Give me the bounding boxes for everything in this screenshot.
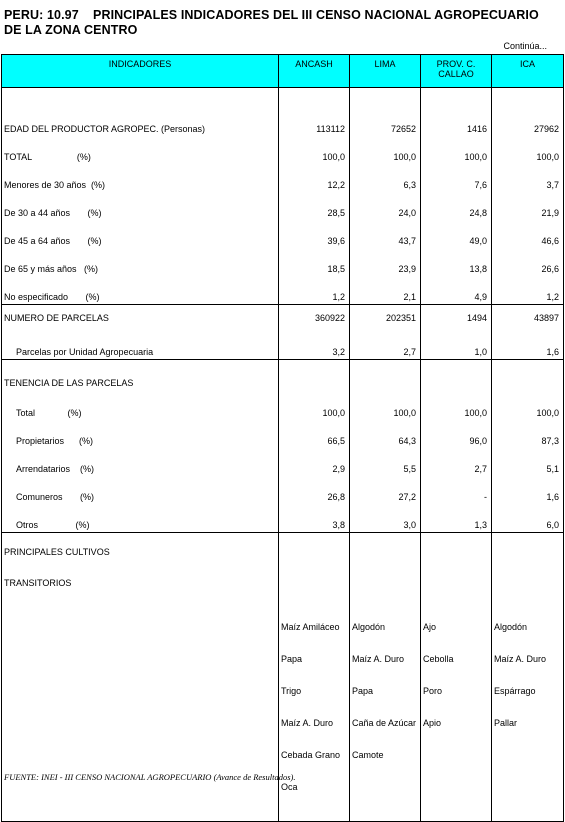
cell-ancash: 2,9: [279, 448, 350, 476]
crop-ica: [492, 739, 564, 771]
table-row: [2, 136, 564, 164]
crop-lima: Maíz A. Duro: [350, 643, 421, 675]
cell-ica: 1,2: [492, 276, 564, 305]
table-row: [2, 331, 564, 360]
cell-ancash: 100,0: [279, 136, 350, 164]
cell-lima: 2,1: [350, 276, 421, 305]
table-row: [2, 571, 564, 595]
row-label: No especificado (%): [2, 276, 279, 305]
cell-ica: 46,6: [492, 220, 564, 248]
cell-callao: 1,0: [421, 331, 492, 360]
crop-lima: Papa: [350, 675, 421, 707]
indicators-table: [1, 54, 564, 822]
cell-ancash: 3,8: [279, 504, 350, 533]
crop-callao: [421, 739, 492, 771]
crop-row: [2, 707, 564, 739]
table-row: [2, 108, 564, 136]
header-ancash: ANCASH: [279, 55, 350, 88]
cell-callao: 24,8: [421, 192, 492, 220]
cell-ica: 3,7: [492, 164, 564, 192]
cell-ica: 43897: [492, 305, 564, 332]
cell-ancash: 100,0: [279, 392, 350, 420]
header-callao-line-1: PROV. C.: [436, 59, 476, 69]
crop-lima: [350, 771, 421, 803]
crop-lima: Camote: [350, 739, 421, 771]
row-label: TOTAL (%): [2, 136, 279, 164]
cell-callao: 100,0: [421, 136, 492, 164]
cell-lima: 3,0: [350, 504, 421, 533]
header-callao-line-2: CALLAO: [438, 69, 474, 79]
crop-callao: Poro: [421, 675, 492, 707]
cell-lima: 27,2: [350, 476, 421, 504]
crop-row: [2, 739, 564, 771]
crop-lima: Caña de Azúcar: [350, 707, 421, 739]
table-row: [2, 305, 564, 332]
row-label: Comuneros (%): [2, 476, 279, 504]
cell-ancash: 12,2: [279, 164, 350, 192]
crop-ica: Espárrago: [492, 675, 564, 707]
table-row: [2, 360, 564, 392]
cell-ancash: 66,5: [279, 420, 350, 448]
table-row: [2, 392, 564, 420]
title-line-2: DE LA ZONA CENTRO: [4, 23, 138, 37]
cell-ica: 27962: [492, 108, 564, 136]
crop-ica: Algodón: [492, 611, 564, 643]
cell-ancash: 113112: [279, 108, 350, 136]
crop-callao: Ajo: [421, 611, 492, 643]
cell-lima: 100,0: [350, 136, 421, 164]
cell-lima: 23,9: [350, 248, 421, 276]
cell-lima: 2,7: [350, 331, 421, 360]
cell-ica: 100,0: [492, 136, 564, 164]
row-label: De 65 y más años (%): [2, 248, 279, 276]
crop-ica: Pallar: [492, 707, 564, 739]
table-row: [2, 276, 564, 305]
table-row: [2, 164, 564, 192]
header-ica: ICA: [492, 55, 564, 88]
row-label: Total (%): [2, 392, 279, 420]
row-label: EDAD DEL PRODUCTOR AGROPEC. (Personas): [2, 108, 279, 136]
crop-ica: [492, 771, 564, 803]
cell-callao: 1416: [421, 108, 492, 136]
crop-ancash: Cebada Grano: [279, 739, 350, 771]
row-label: PRINCIPALES CULTIVOS: [2, 532, 279, 571]
page-title: [4, 8, 560, 38]
cell-callao: -: [421, 476, 492, 504]
cell-ancash: 360922: [279, 305, 350, 332]
cell-lima: 5,5: [350, 448, 421, 476]
cell-lima: 24,0: [350, 192, 421, 220]
row-label: TRANSITORIOS: [2, 571, 279, 595]
title-line-1: PERU: 10.97 PRINCIPALES INDICADORES DEL III CENSO NACIONAL AGROPECUARIO: [4, 8, 539, 22]
crop-ancash: Trigo: [279, 675, 350, 707]
cell-callao: 1494: [421, 305, 492, 332]
cell-lima: 43,7: [350, 220, 421, 248]
table-row: [2, 476, 564, 504]
cell-ancash: 1,2: [279, 276, 350, 305]
cell-ica: 26,6: [492, 248, 564, 276]
table-row: [2, 420, 564, 448]
header-callao: [421, 55, 492, 88]
row-label: Menores de 30 años (%): [2, 164, 279, 192]
cell-callao: 100,0: [421, 392, 492, 420]
crop-callao: Cebolla: [421, 643, 492, 675]
row-label: TENENCIA DE LAS PARCELAS: [2, 360, 279, 392]
crop-lima: Algodón: [350, 611, 421, 643]
cell-ica: 6,0: [492, 504, 564, 533]
crop-ancash: Papa: [279, 643, 350, 675]
cell-callao: 7,6: [421, 164, 492, 192]
cell-callao: 1,3: [421, 504, 492, 533]
crop-row: [2, 675, 564, 707]
table-row: [2, 532, 564, 571]
row-label: Parcelas por Unidad Agropecuaria: [2, 331, 279, 360]
cell-ica: 87,3: [492, 420, 564, 448]
cell-ancash: 39,6: [279, 220, 350, 248]
cell-lima: 64,3: [350, 420, 421, 448]
table-row: [2, 448, 564, 476]
crop-row: [2, 643, 564, 675]
source-note: FUENTE: INEI - III CENSO NACIONAL AGROPECUARIO (Avance de Resultados).: [4, 772, 296, 782]
cell-lima: 6,3: [350, 164, 421, 192]
header-indicadores: INDICADORES: [2, 55, 279, 88]
table-row: [2, 192, 564, 220]
cell-ica: 21,9: [492, 192, 564, 220]
row-label: NUMERO DE PARCELAS: [2, 305, 279, 332]
row-label: De 30 a 44 años (%): [2, 192, 279, 220]
cell-lima: 100,0: [350, 392, 421, 420]
cell-ancash: 28,5: [279, 192, 350, 220]
cell-callao: 96,0: [421, 420, 492, 448]
row-label: Otros (%): [2, 504, 279, 533]
crop-callao: [421, 771, 492, 803]
continua-label: Continúa...: [503, 41, 547, 51]
cell-callao: 2,7: [421, 448, 492, 476]
row-label: Arrendatarios (%): [2, 448, 279, 476]
cell-lima: 72652: [350, 108, 421, 136]
header-lima: LIMA: [350, 55, 421, 88]
table-row: [2, 504, 564, 533]
row-label: Propietarios (%): [2, 420, 279, 448]
table-row: [2, 248, 564, 276]
crop-row: [2, 611, 564, 643]
table-row: [2, 220, 564, 248]
crop-ancash: Maíz Amiláceo: [279, 611, 350, 643]
cell-lima: 202351: [350, 305, 421, 332]
cell-ica: 100,0: [492, 392, 564, 420]
crop-ancash: Maíz A. Duro: [279, 707, 350, 739]
cell-ancash: 26,8: [279, 476, 350, 504]
row-label: De 45 a 64 años (%): [2, 220, 279, 248]
cell-callao: 49,0: [421, 220, 492, 248]
cell-ancash: 3,2: [279, 331, 350, 360]
crop-ica: Maíz A. Duro: [492, 643, 564, 675]
crop-ancash: Oca: [279, 771, 350, 803]
cell-ica: 1,6: [492, 331, 564, 360]
cell-callao: 13,8: [421, 248, 492, 276]
cell-ica: 5,1: [492, 448, 564, 476]
cell-ica: 1,6: [492, 476, 564, 504]
cell-callao: 4,9: [421, 276, 492, 305]
crop-callao: Apio: [421, 707, 492, 739]
cell-ancash: 18,5: [279, 248, 350, 276]
